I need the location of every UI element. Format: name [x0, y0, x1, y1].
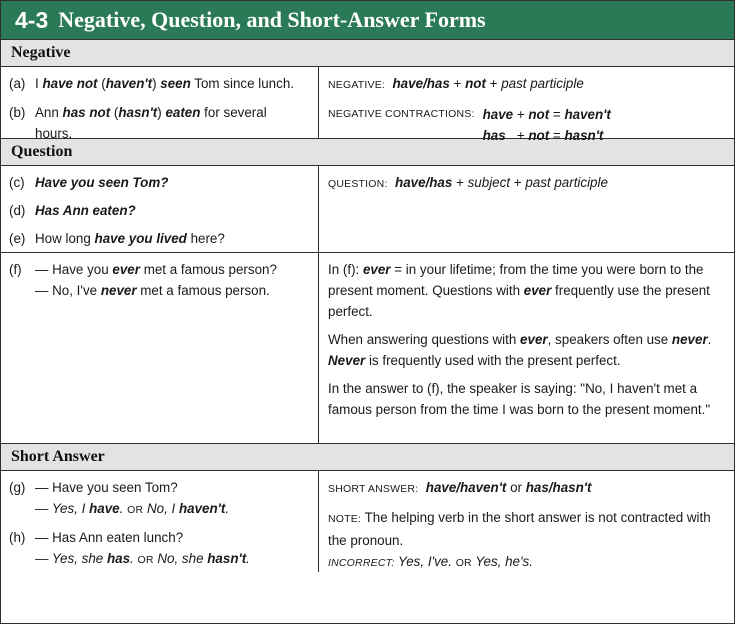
- example-d: (d) Has Ann eaten?: [9, 203, 136, 218]
- example-a: (a) I have not (haven't) seen Tom since lunch.: [9, 76, 294, 91]
- negative-row: [1, 67, 734, 143]
- example-h: (h) — Has Ann eaten lunch? — Yes, she has. OR No, she hasn't.: [9, 530, 250, 566]
- short-answer-row: [1, 471, 734, 572]
- chart-number: 4-3: [15, 6, 49, 33]
- incorrect-example: INCORRECT: Yes, I've. OR Yes, he's.: [328, 554, 533, 569]
- chart-title: Negative, Question, and Short-Answer Forms: [58, 7, 486, 32]
- question-row-2: [1, 252, 734, 443]
- negative-rules: [319, 67, 734, 143]
- short-answer-rule: SHORT ANSWER: have/haven't or has/hasn't: [328, 480, 592, 495]
- short-answer-rules: [319, 471, 734, 572]
- section-header-question: Question: [1, 138, 734, 166]
- question-examples: [1, 166, 319, 252]
- ever-examples: [1, 253, 319, 443]
- question-rule: QUESTION: have/has + subject + past participle: [328, 175, 608, 190]
- short-answer-examples: [1, 471, 319, 572]
- ever-note-3: In the answer to (f), the speaker is saying: "No, I haven't met a famous person from the time I was born to the present moment.": [328, 381, 711, 417]
- example-c: (c) Have you seen Tom?: [9, 175, 169, 190]
- example-f: (f) — Have you ever met a famous person? — No, I've never met a famous person.: [9, 262, 277, 298]
- section-header-short-answer: Short Answer: [1, 443, 734, 471]
- negative-contractions-rule: NEGATIVE CONTRACTIONS: have + not = haven't has + not = hasn't: [328, 107, 611, 143]
- negative-rule: NEGATIVE: have/has + not + past participle: [328, 76, 584, 91]
- negative-examples: [1, 67, 319, 141]
- example-e: (e) How long have you lived here?: [9, 231, 225, 246]
- ever-note-1: In (f): ever = in your lifetime; from the time you were born to the present moment. Questions with ever frequently use the present perfect.: [328, 262, 710, 319]
- section-header-negative: Negative: [1, 39, 734, 67]
- example-b: (b) Ann has not (hasn't) eaten for several hours.: [9, 105, 267, 141]
- chart-title-banner: [1, 1, 734, 39]
- ever-notes: [319, 253, 734, 443]
- example-g: (g) — Have you seen Tom? — Yes, I have. OR No, I haven't.: [9, 480, 230, 516]
- short-answer-note: NOTE: The helping verb in the short answer is not contracted with the pronoun.: [328, 510, 711, 548]
- question-row-1: [1, 166, 734, 252]
- ever-note-2: When answering questions with ever, speakers often use never. Never is frequently used with the present perfect.: [328, 332, 712, 368]
